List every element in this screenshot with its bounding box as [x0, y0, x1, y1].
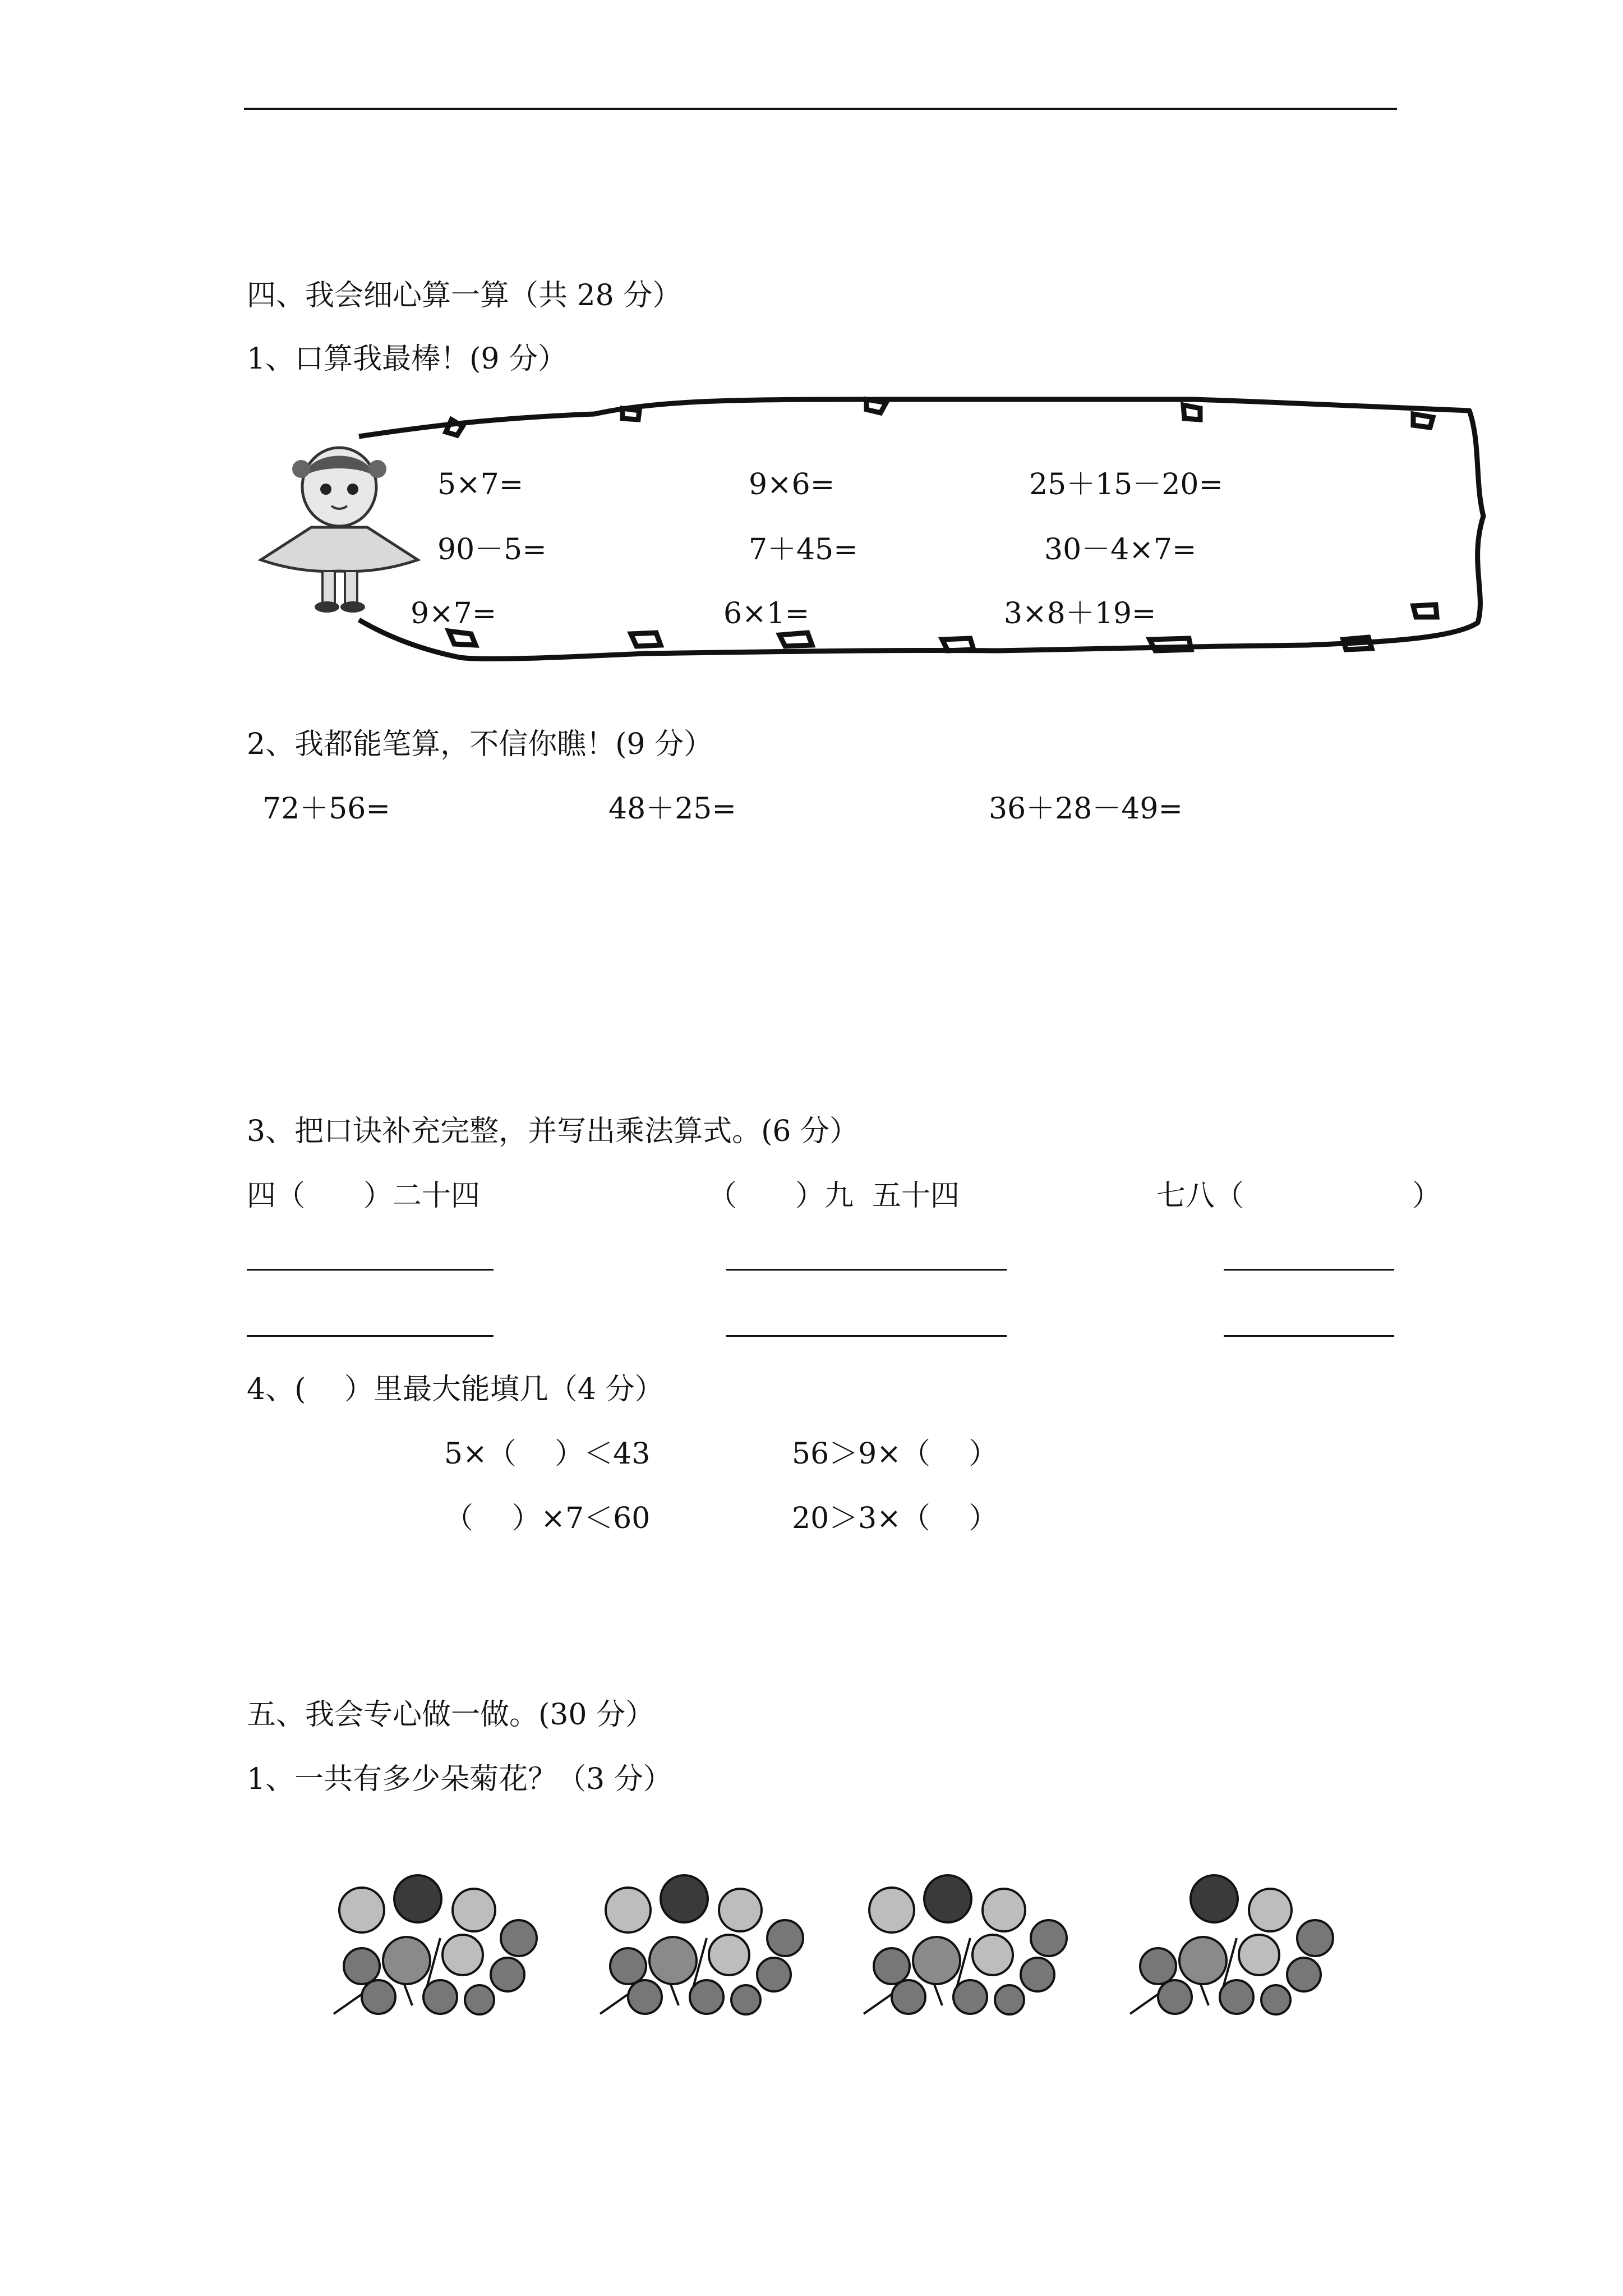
written-calc-item: 72＋56= [262, 792, 390, 826]
answer-line [726, 1335, 1007, 1337]
section4-title: 四、我会细心算一算（共 28 分） [247, 279, 682, 312]
rhyme-item: 七八（ [1156, 1179, 1244, 1213]
answer-line [247, 1269, 494, 1271]
oral-calc-item: 25＋15－20= [1029, 468, 1224, 501]
fill-max-item: 5×（ ）＜43 [444, 1437, 651, 1471]
s5-q1-title: 1、一共有多少朵菊花？（3 分） [247, 1763, 672, 1796]
q2-title: 2、我都能笔算，不信你瞧！(9 分） [247, 728, 713, 761]
rhyme-item: 四（ ）二十四 [247, 1179, 481, 1213]
answer-line [247, 1335, 494, 1337]
written-calc-item: 36＋28－49= [989, 792, 1183, 826]
oral-calc-item: 5×7= [437, 468, 524, 501]
cartoon-girl-icon [238, 443, 440, 623]
oral-calc-item: 9×7= [411, 597, 497, 631]
q4-title: 4、( ）里最大能填几（4 分） [247, 1373, 664, 1406]
fill-max-item: （ ）×7＜60 [444, 1502, 651, 1535]
rhyme-item: （ ）九 五十四 [708, 1179, 960, 1213]
q3-title: 3、把口诀补充完整，并写出乘法算式。(6 分） [247, 1115, 859, 1148]
oral-calc-item: 90－5= [437, 533, 547, 567]
fill-max-item: 20＞3×（ ） [792, 1502, 998, 1535]
chrysanthemum-cluster-icon [858, 1876, 1094, 2022]
chrysanthemum-cluster-icon [1124, 1876, 1360, 2022]
answer-line [1224, 1269, 1394, 1271]
answer-line [1224, 1335, 1394, 1337]
section5-title: 五、我会专心做一做。(30 分） [247, 1698, 654, 1732]
rhyme-item: ） [1412, 1179, 1442, 1213]
oral-calc-item: 3×8＋19= [1004, 597, 1156, 631]
oral-calc-item: 9×6= [749, 468, 835, 501]
written-calc-item: 48＋25= [608, 792, 736, 826]
oral-calc-item: 7＋45= [749, 533, 858, 567]
oral-calc-item: 6×1= [723, 597, 810, 631]
chrysanthemum-cluster-icon [328, 1876, 564, 2022]
q1-title: 1、口算我最棒！(9 分） [247, 342, 567, 376]
fill-max-item: 56＞9×（ ） [792, 1437, 998, 1471]
answer-line [726, 1269, 1007, 1271]
oral-calc-item: 30－4×7= [1044, 533, 1197, 567]
chrysanthemum-cluster-icon [594, 1876, 830, 2022]
